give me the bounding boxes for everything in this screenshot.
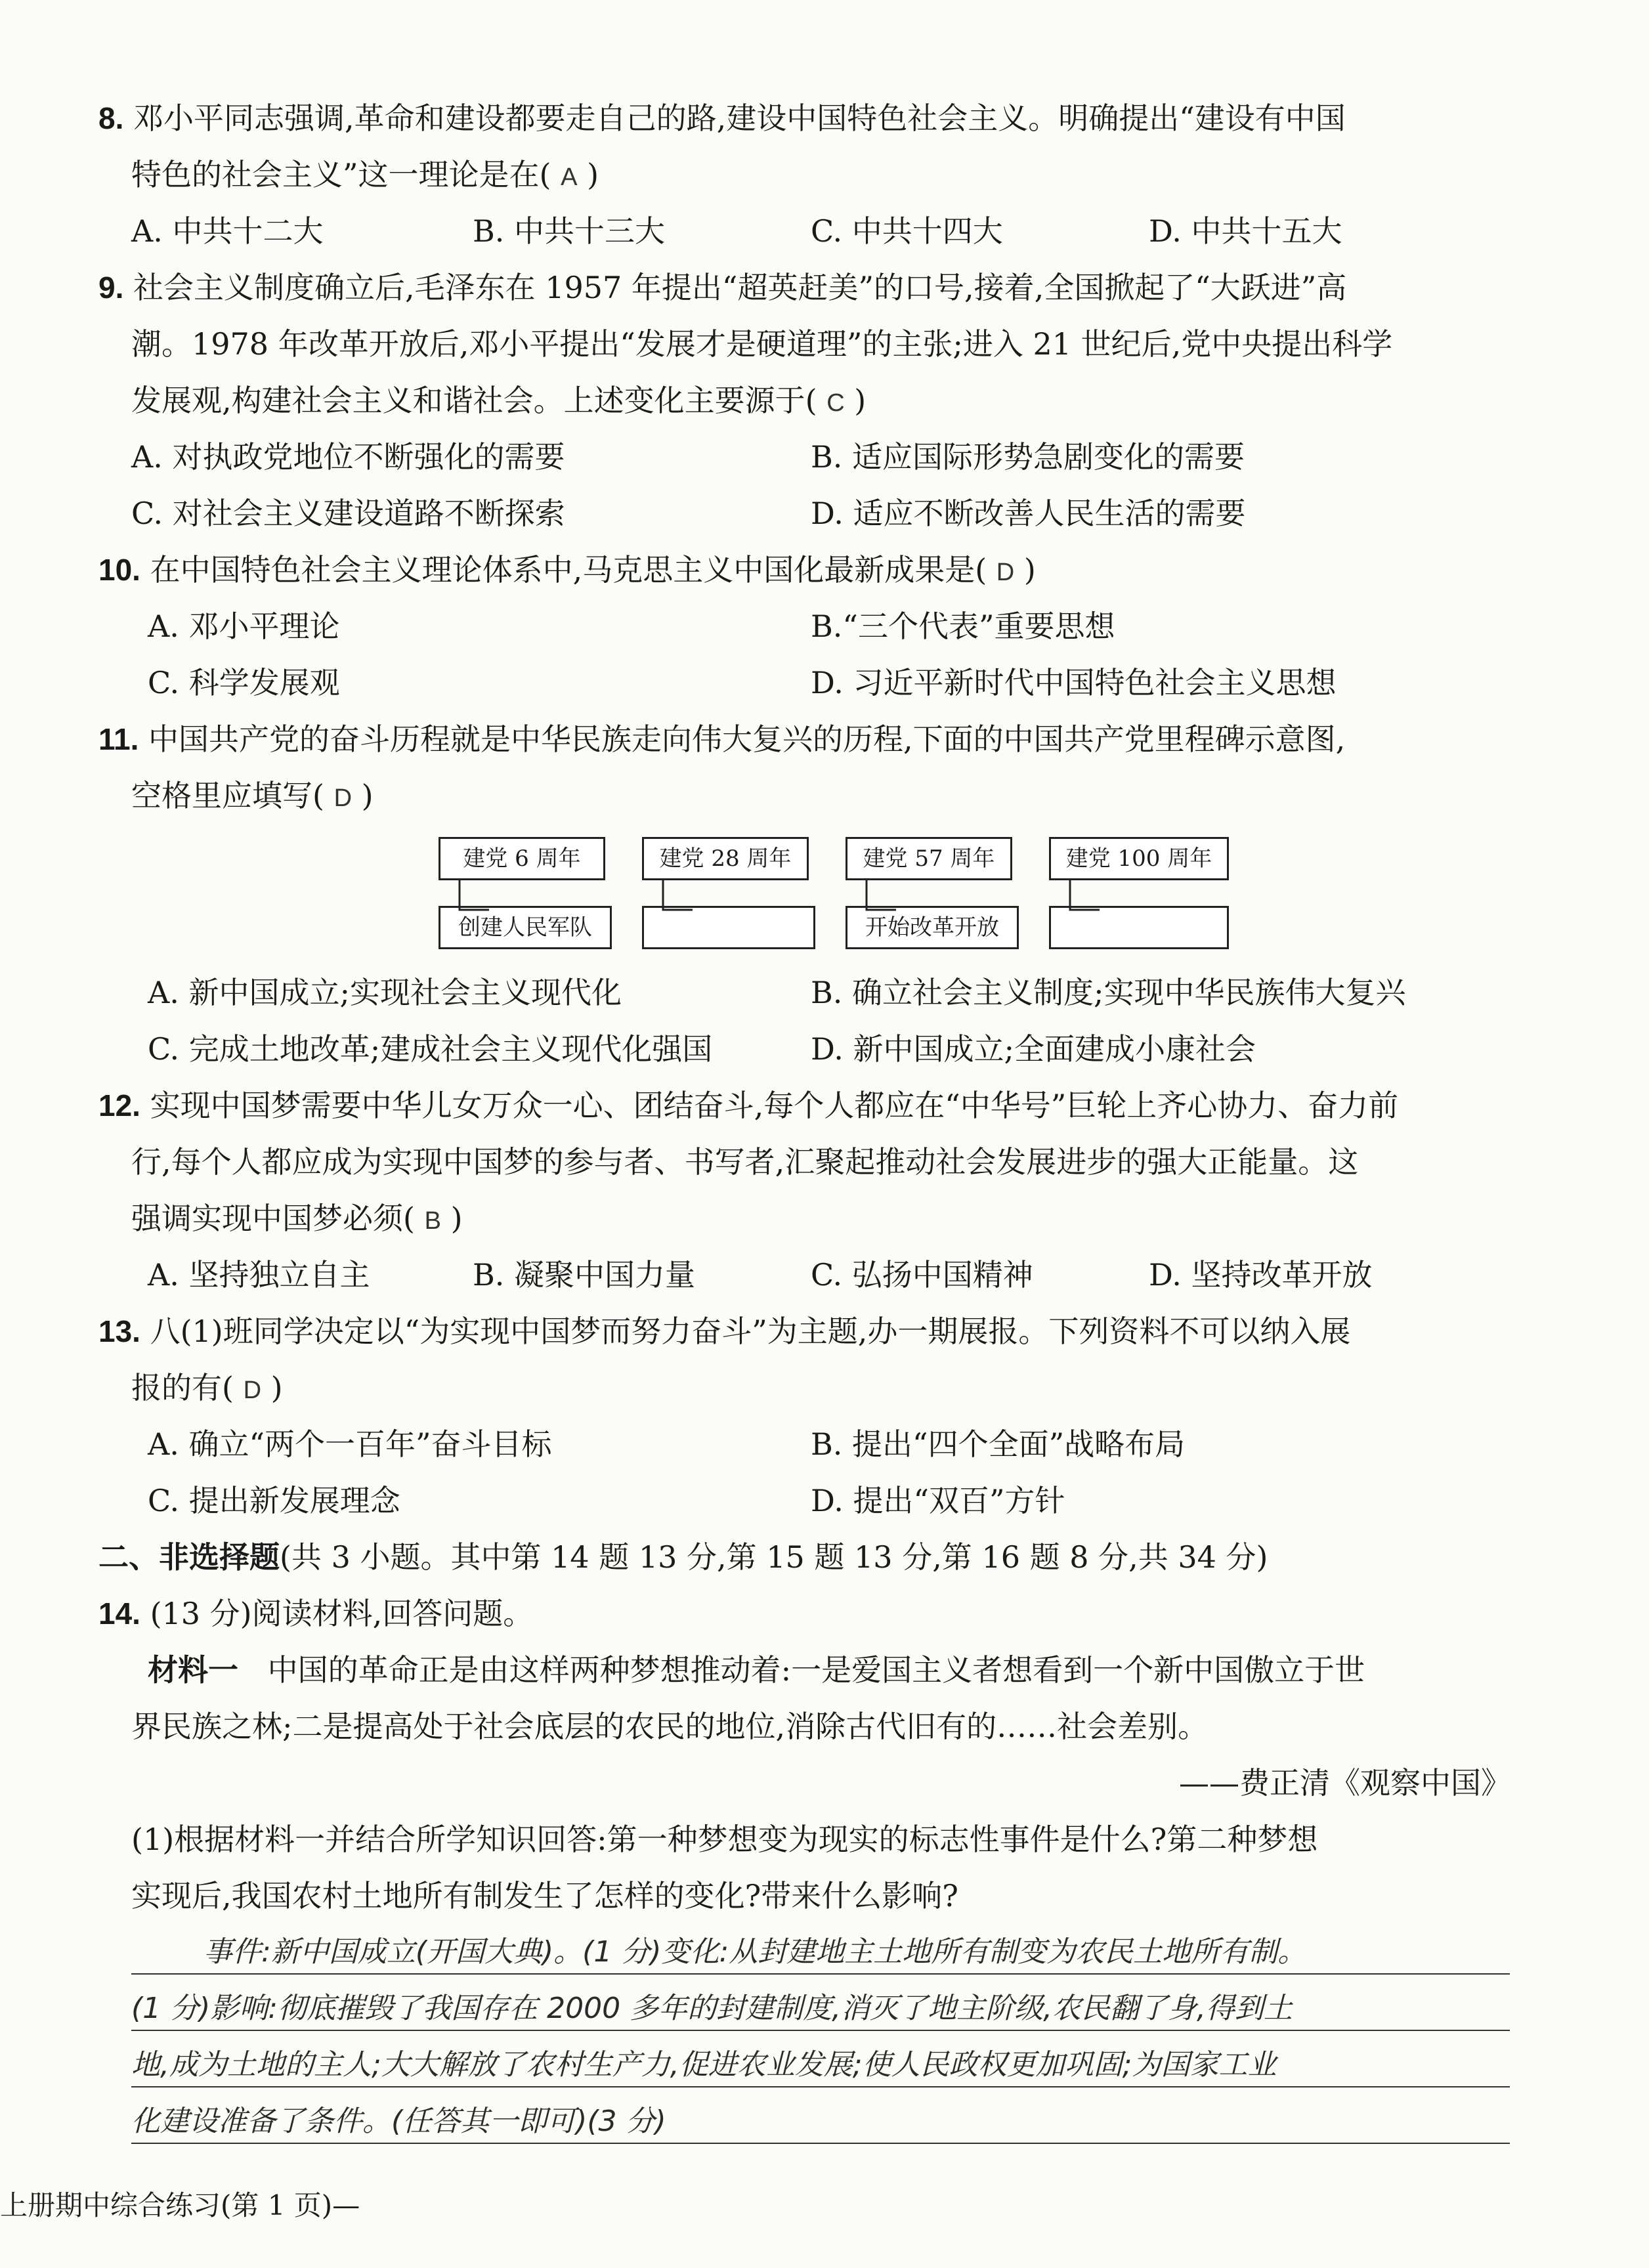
q8-line1: 8. 邓小平同志强调,革命和建设都要走自己的路,建设中国特色社会主义。明确提出“建设有中国 [98, 100, 1346, 136]
q14-number: 14. [98, 1596, 140, 1631]
q10-option-b: B.“三个代表”重要思想 [811, 609, 1115, 644]
q11-option-c: C. 完成土地改革;建成社会主义现代化强国 [148, 1031, 713, 1067]
answer-rule-3 [131, 2086, 1510, 2087]
milestone-top-1: 建党 6 周年 [439, 837, 605, 880]
q10-line1: 10. 在中国特色社会主义理论体系中,马克思主义中国化最新成果是( D ) [98, 552, 1036, 588]
q9-line2: 潮。1978 年改革开放后,邓小平提出“发展才是硬道理”的主张;进入 21 世纪后,党中央提出科学 [131, 326, 1393, 362]
q12-answer: B [424, 1207, 441, 1235]
q9-line1: 9. 社会主义制度确立后,毛泽东在 1957 年提出“超英赶美”的口号,接着,全国掀起了“大跃进”高 [98, 270, 1347, 305]
q8-option-a: A. 中共十二大 [131, 213, 324, 249]
q11-line2: 空格里应填写( D ) [131, 778, 374, 813]
material-label: 材料一 [148, 1652, 238, 1688]
q11-option-a: A. 新中国成立;实现社会主义现代化 [148, 975, 622, 1010]
q13-number: 13. [98, 1314, 140, 1348]
milestone-top-3: 建党 57 周年 [846, 837, 1012, 880]
q9-line3: 发展观,构建社会主义和谐社会。上述变化主要源于( C ) [131, 383, 867, 418]
q14-sub1-line2: 实现后,我国农村土地所有制发生了怎样的变化?带来什么影响? [131, 1878, 958, 1914]
milestone-top-4: 建党 100 周年 [1049, 837, 1229, 880]
q11-option-b: B. 确立社会主义制度;实现中华民族伟大复兴 [811, 975, 1406, 1010]
answer-rule-2 [131, 2030, 1510, 2031]
q13-line2: 报的有( D ) [131, 1370, 283, 1405]
q14-answer-line2: (1 分)影响:彻底摧毁了我国存在 2000 多年的封建制度,消灭了地主阶级,农民翻了身,得到土 [131, 1992, 1293, 2025]
q12-option-d: D. 坚持改革开放 [1149, 1257, 1373, 1293]
section2-desc: (共 3 小题。其中第 14 题 13 分,第 15 题 13 分,第 16 题 8 分,共 34 分) [280, 1539, 1268, 1575]
q10-option-a: A. 邓小平理论 [148, 609, 340, 644]
page-footer: 上册期中综合练习(第 1 页)— [0, 2189, 360, 2221]
q13-option-b: B. 提出“四个全面”战略布局 [811, 1426, 1186, 1462]
q9-option-d: D. 适应不断改善人民生活的需要 [811, 496, 1246, 531]
q8-option-d: D. 中共十五大 [1149, 213, 1342, 249]
q9-option-a: A. 对执政党地位不断强化的需要 [131, 439, 565, 475]
q14-answer-line1: 事件:新中国成立(开国大典)。(1 分)变化:从封建地主土地所有制变为农民土地所有制。 [203, 1935, 1307, 1969]
q11-number: 11. [98, 722, 139, 756]
q12-line1: 12. 实现中国梦需要中华儿女万众一心、团结奋斗,每个人都应在“中华号”巨轮上齐心协力、奋力前 [98, 1088, 1399, 1123]
q8-option-c: C. 中共十四大 [811, 213, 1003, 249]
q8-number: 8. [98, 101, 124, 135]
q13-option-a: A. 确立“两个一百年”奋斗目标 [148, 1426, 552, 1462]
q14-sub1-line1: (1)根据材料一并结合所学知识回答:第一种梦想变为现实的标志性事件是什么?第二种梦想 [131, 1822, 1318, 1857]
q11-option-d: D. 新中国成立;全面建成小康社会 [811, 1031, 1256, 1067]
q14-source: ——费正清《观察中国》 [1179, 1765, 1511, 1801]
q10-option-d: D. 习近平新时代中国特色社会主义思想 [811, 665, 1337, 700]
q14-material-line2: 界民族之林;二是提高处于社会底层的农民的地位,消除古代旧有的……社会差别。 [131, 1709, 1209, 1744]
q14-answer-line3: 地,成为土地的主人;大大解放了农村生产力,促进农业发展;使人民政权更加巩固;为国家工业 [131, 2048, 1277, 2082]
q10-number: 10. [98, 553, 140, 587]
q8-line2: 特色的社会主义”这一理论是在( A ) [131, 157, 599, 192]
q14-head: 14. (13 分)阅读材料,回答问题。 [98, 1596, 534, 1631]
section2-title: 二、非选择题 [98, 1539, 280, 1575]
q11-line1: 11. 中国共产党的奋斗历程就是中华民族走向伟大复兴的历程,下面的中国共产党里程碑示意图, [98, 721, 1346, 757]
answer-rule-1 [131, 1973, 1510, 1975]
q12-option-b: B. 凝聚中国力量 [473, 1257, 696, 1293]
q13-option-c: C. 提出新发展理念 [148, 1483, 400, 1518]
q14-answer-line4: 化建设准备了条件。(任答其一即可)(3 分) [131, 2105, 666, 2138]
milestone-bottom-3: 开始改革开放 [846, 906, 1019, 949]
q13-option-d: D. 提出“双百”方针 [811, 1483, 1065, 1518]
q12-option-c: C. 弘扬中国精神 [811, 1257, 1033, 1293]
q12-line2: 行,每个人都应成为实现中国梦的参与者、书写者,汇聚起推动社会发展进步的强大正能量。这 [131, 1144, 1359, 1180]
q13-line1: 13. 八(1)班同学决定以“为实现中国梦而努力奋斗”为主题,办一期展报。下列资料不可以纳入展 [98, 1314, 1351, 1349]
q9-option-b: B. 适应国际形势急剧变化的需要 [811, 439, 1245, 475]
section2-heading [98, 1537, 1268, 1577]
q8-answer: A [561, 163, 578, 191]
q12-number: 12. [98, 1088, 140, 1123]
q13-answer: D [243, 1377, 262, 1404]
q9-number: 9. [98, 270, 124, 305]
milestone-top-2: 建党 28 周年 [642, 837, 809, 880]
q14-material-line1: 材料一 中国的革命正是由这样两种梦想推动着:一是爱国主义者想看到一个新中国傲立于世 [148, 1652, 1365, 1688]
milestone-connectors [0, 0, 1649, 985]
milestone-bottom-1: 创建人民军队 [439, 906, 612, 949]
q10-answer: D [996, 559, 1015, 586]
q9-answer: C [826, 389, 845, 417]
q10-option-c: C. 科学发展观 [148, 665, 340, 700]
q12-line3: 强调实现中国梦必须( B ) [131, 1201, 463, 1236]
q8-option-b: B. 中共十三大 [473, 213, 666, 249]
q9-option-c: C. 对社会主义建设道路不断探索 [131, 496, 565, 531]
answer-rule-4 [131, 2143, 1510, 2144]
q11-answer: D [333, 784, 353, 812]
q12-option-a: A. 坚持独立自主 [148, 1257, 370, 1293]
